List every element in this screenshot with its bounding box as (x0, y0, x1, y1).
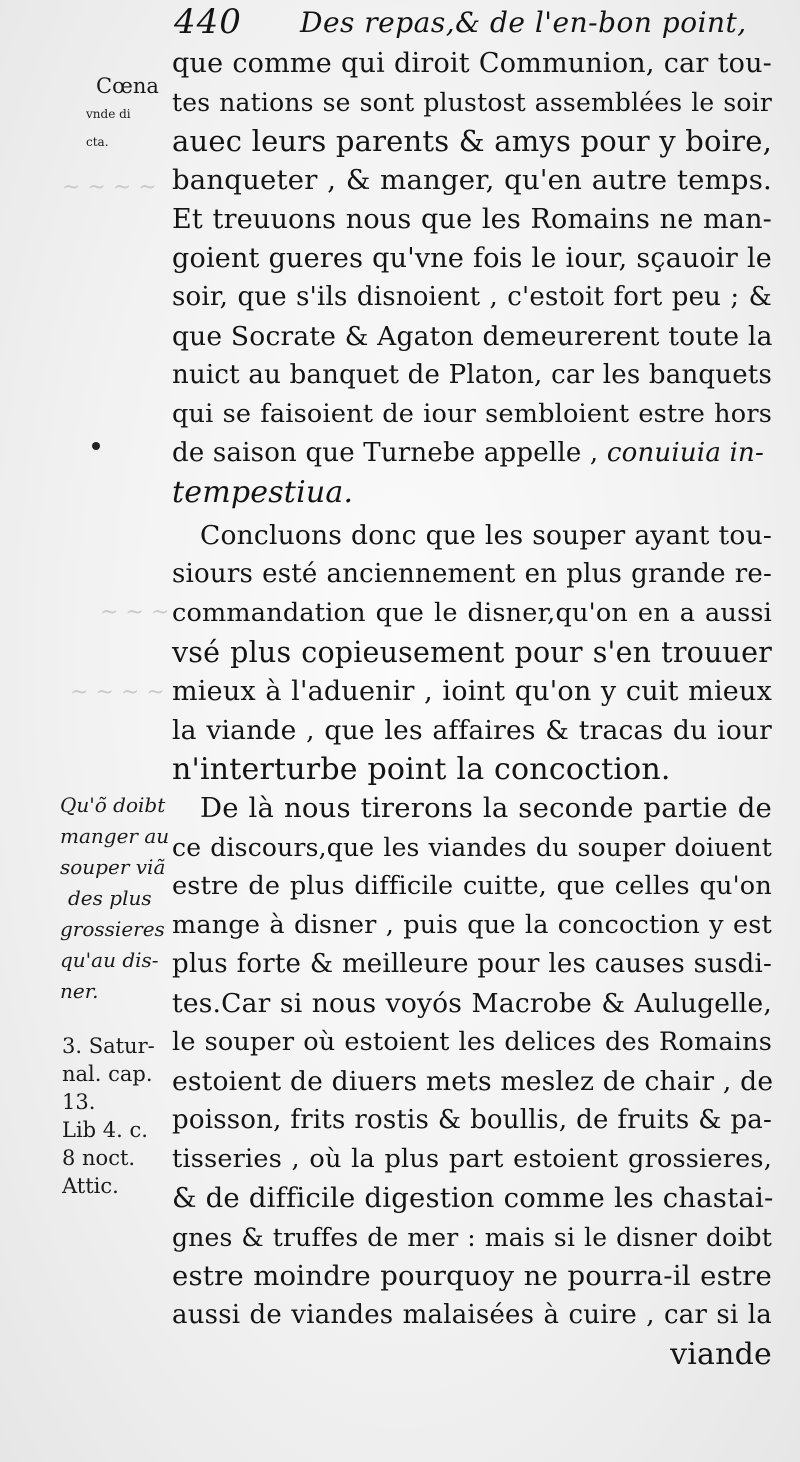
margin-note-line: Cœna (96, 74, 159, 98)
text-line: siours esté anciennement en plus grande re- (172, 559, 772, 589)
margin-note-line: qu'au dis- (60, 948, 159, 972)
margin-note-line: 8 noct. (62, 1146, 136, 1170)
margin-note-line: vnde di (86, 107, 131, 121)
text-line: goient gueres qu'vne fois le iour, sçauoir le (172, 243, 772, 274)
text-line: vsé plus copieusement pour s'en trouuer (172, 636, 772, 669)
text-line: la viande , que les affaires & tracas du iour (172, 715, 772, 746)
text-line (172, 434, 772, 473)
text-line: tes nations se sont plustost assemblées le soir (172, 88, 772, 117)
margin-note-coena (86, 72, 170, 156)
text-span: de saison que Turnebe appelle , (172, 438, 599, 468)
text-line: mieux à l'aduenir , ioint qu'on y cuit mieux (172, 676, 772, 707)
margin-note-line: cta. (86, 135, 109, 149)
text-line: ce discours,que les viandes du souper doiuent (172, 833, 772, 862)
text-line: le souper où estoient les delices des Romains (172, 1027, 772, 1057)
margin-note-souper (60, 790, 175, 1007)
bleed-through-mark: ~ ~ ~ (100, 600, 170, 625)
text-line: n'interturbe point la concoction. (172, 752, 671, 787)
margin-note-line: Qu'õ doibt (60, 793, 166, 817)
text-line: tisseries , où la plus part estoient grossieres, (172, 1144, 772, 1174)
text-line: que Socrate & Agaton demeurerent toute la (172, 321, 773, 352)
text-line: mange à disner , puis que la concoction y est (172, 910, 772, 940)
latin-phrase: conuiuia in- (606, 438, 764, 468)
text-line: nuict au banquet de Platon, car les banquets (172, 360, 772, 390)
margin-note-line: Attic. (62, 1174, 119, 1198)
margin-note-line: grossieres (60, 917, 165, 941)
margin-note-line: 3. Satur- (62, 1034, 155, 1058)
margin-note-references (62, 1032, 177, 1200)
page-number: 440 (174, 2, 242, 42)
text-line: estre de plus difficile cuitte, que celles qu'on (172, 871, 772, 901)
latin-phrase: tempestiua. (172, 475, 354, 510)
margin-note-line: Lib 4. c. (62, 1118, 148, 1142)
text-line: plus forte & meilleure pour les causes susdi- (172, 949, 772, 979)
margin-note-line: souper viã (60, 855, 166, 879)
bullet-mark (92, 442, 100, 450)
margin-note-line: des plus (68, 886, 152, 910)
text-line: auec leurs parents & amys pour y boire, (172, 124, 773, 158)
text-line: banqueter , & manger, qu'en autre temps. (172, 164, 772, 196)
text-line: & de difficile digestion comme les chastai- (172, 1182, 774, 1214)
text-line: que comme qui diroit Communion, car tou- (172, 48, 772, 79)
main-text-column (172, 44, 772, 1374)
bleed-through-mark: ~ ~ ~ ~ (62, 175, 157, 200)
margin-note-line: nal. cap. (62, 1062, 153, 1086)
text-line: De là nous tirerons la seconde partie de (200, 792, 772, 824)
text-line: gnes & truffes de mer : mais si le disner doibt (172, 1223, 772, 1252)
page-header (170, 2, 780, 46)
bleed-through-mark: ~ ~ ~ ~ (70, 680, 165, 705)
catchword: viande (670, 1337, 772, 1372)
running-head: Des repas,& de l'en-bon point, (300, 6, 747, 39)
text-line: soir, que s'ils disnoient , c'estoit fort peu ; & (172, 282, 772, 312)
text-line: Et treuuons nous que les Romains ne man- (172, 204, 772, 235)
margin-note-line: manger au (60, 824, 170, 848)
text-line: Concluons donc que les souper ayant tou- (200, 520, 772, 551)
margin-note-line: ner. (60, 979, 99, 1003)
text-line: aussi de viandes malaisées à cuire , car si la (172, 1300, 772, 1330)
text-line: commandation que le disner,qu'on en a aussi (172, 598, 772, 628)
text-line: tes.Car si nous voyós Macrobe & Aulugelle, (172, 988, 772, 1019)
text-line: qui se faisoient de iour sembloient estre hors (172, 399, 772, 429)
margin-note-line: 13. (62, 1090, 96, 1114)
text-line: estoient de diuers mets meslez de chair , de (172, 1066, 774, 1097)
text-line: poisson, frits rostis & boullis, de fruits & pa- (172, 1105, 772, 1135)
text-line (172, 473, 772, 512)
text-line: estre moindre pourquoy ne pourra-il estre (172, 1260, 772, 1292)
